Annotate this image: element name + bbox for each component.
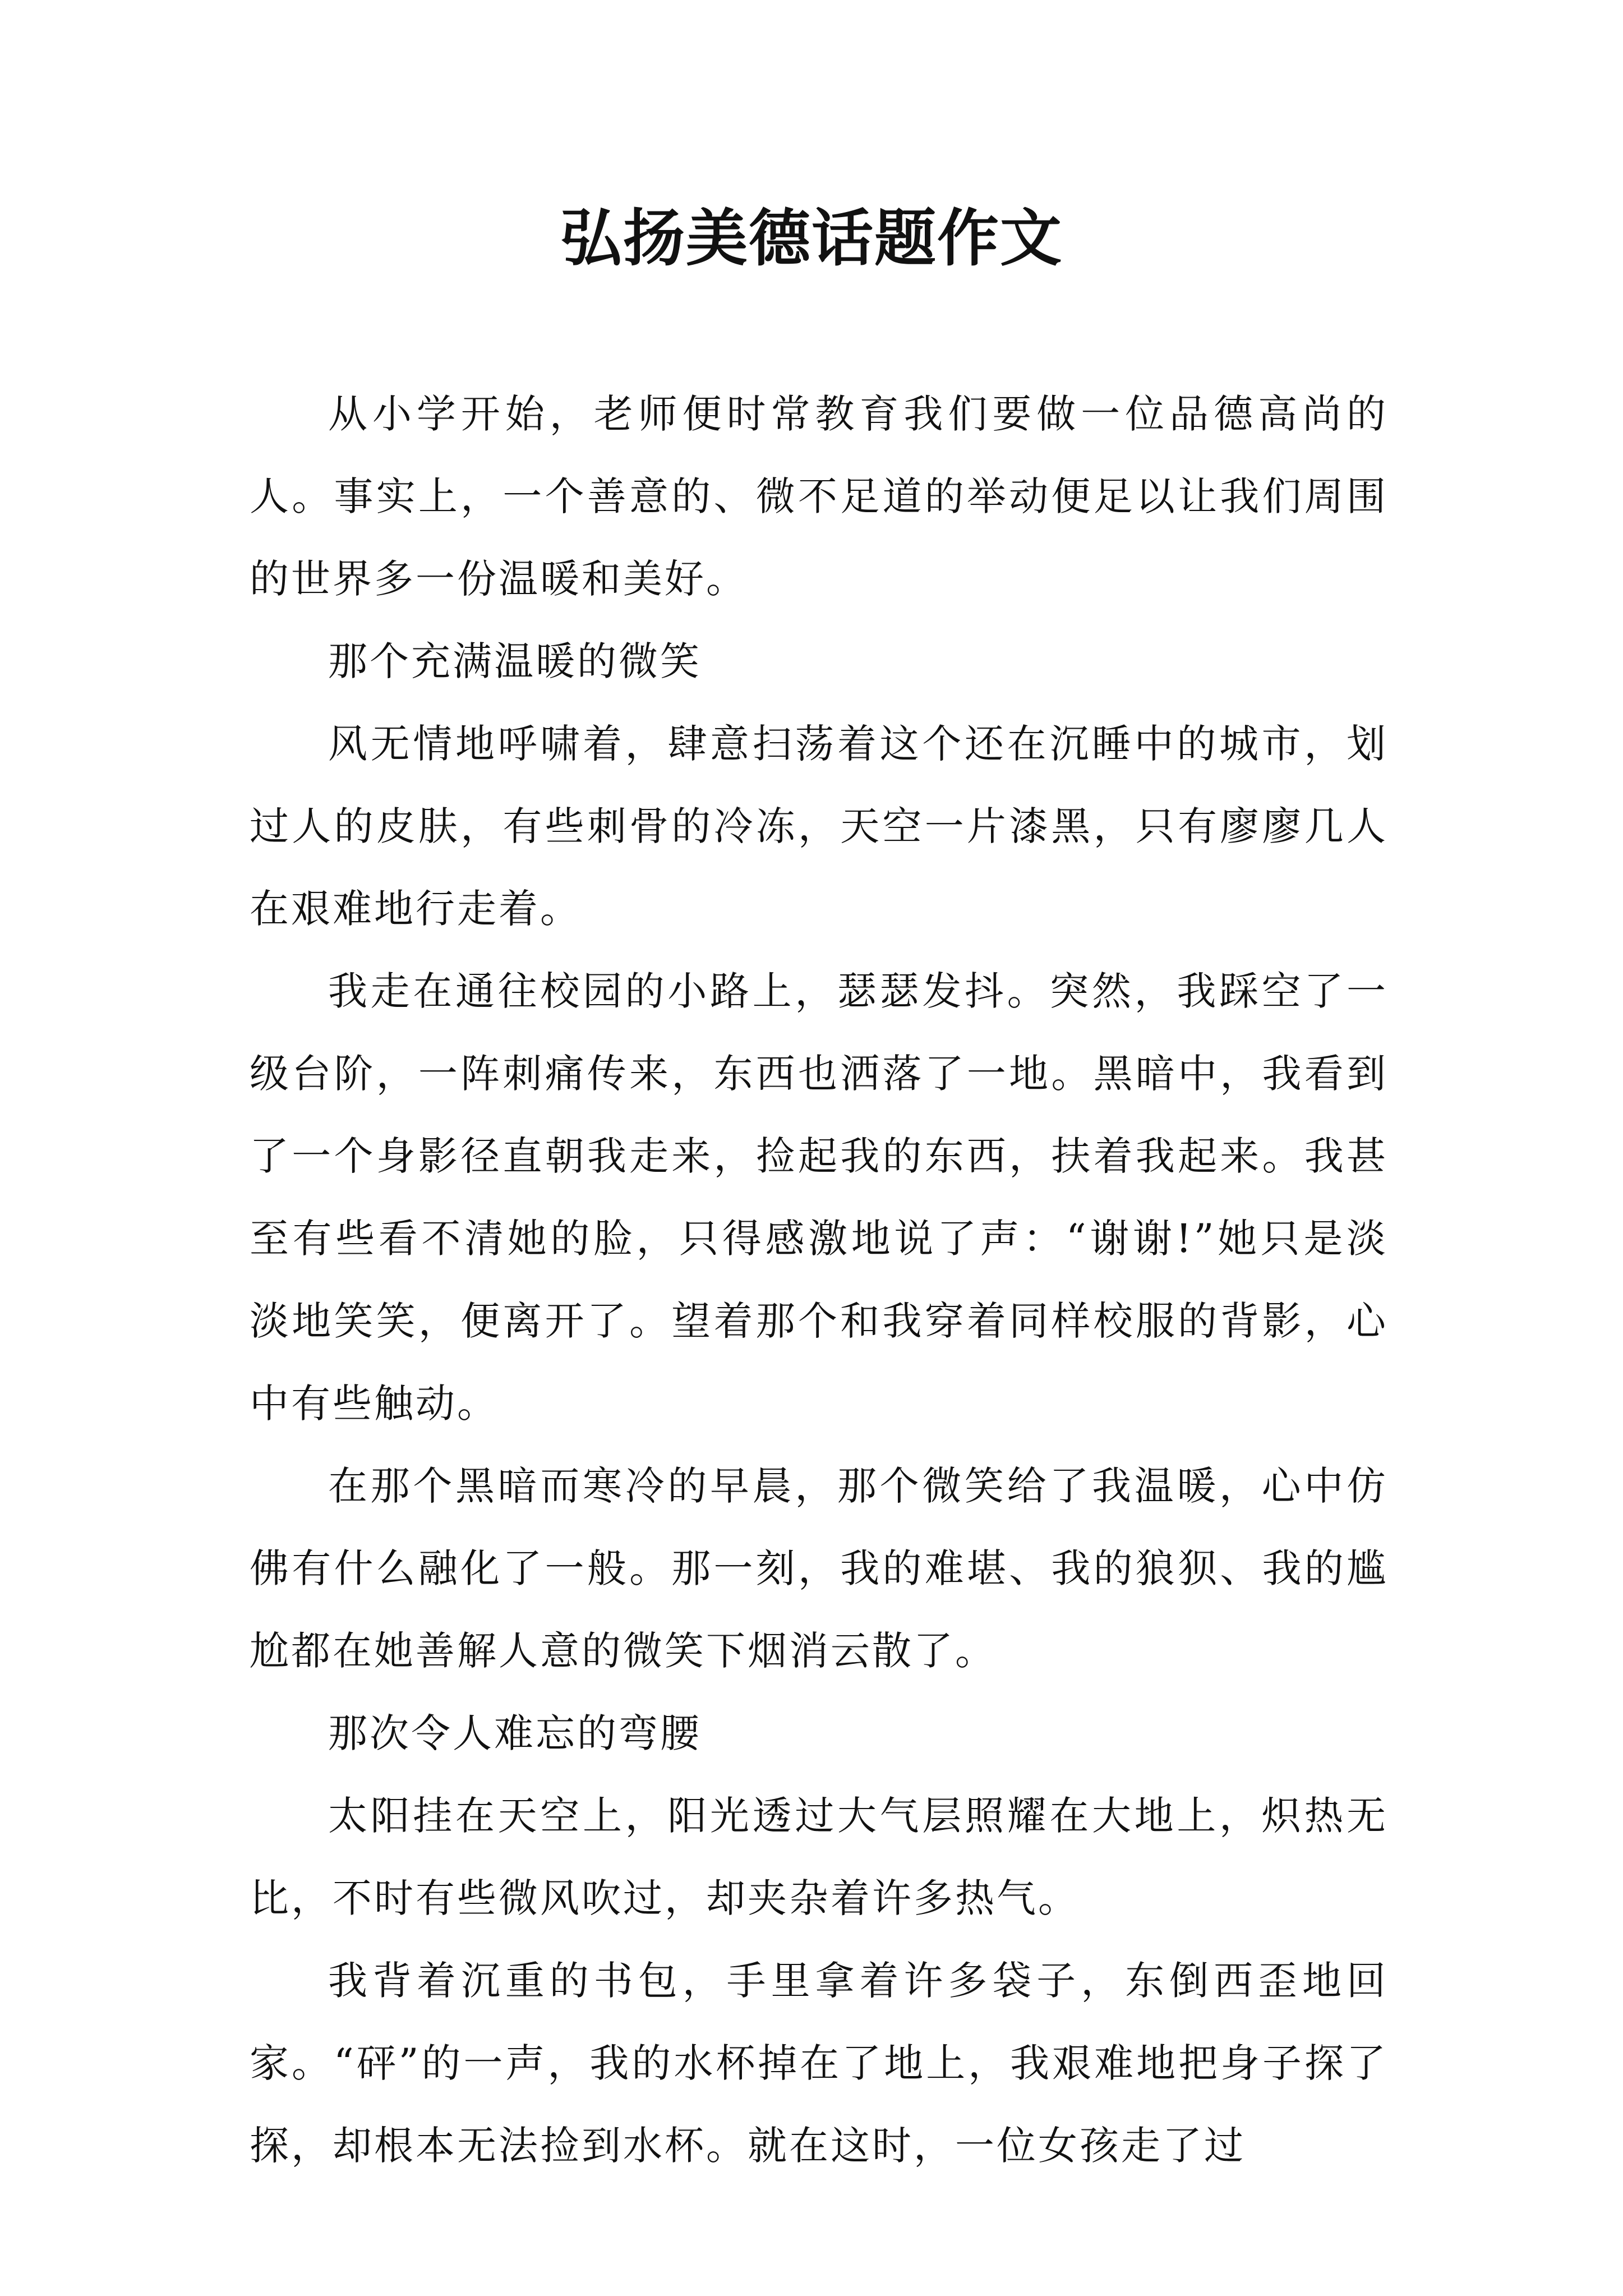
document-title: 弘扬美德话题作文 bbox=[560, 202, 1063, 274]
intro-paragraph: 从小学开始，老师便时常教育我们要做一位品德高尚的人。事实上，一个善意的、微不足道的举动便足以让我们周围的世界多一份温暖和美好。 bbox=[250, 391, 1388, 602]
document-body bbox=[250, 373, 1388, 2187]
body-paragraph: 在那个黑暗而寒冷的早晨，那个微笑给了我温暖，心中仿佛有什么融化了一般。那一刻，我的难堪、我的狼狈、我的尴尬都在她善解人意的微笑下烟消云散了。 bbox=[250, 1463, 1388, 1674]
body-paragraph: 我背着沉重的书包，手里拿着许多袋子，东倒西歪地回家。“砰”的一声，我的水杯掉在了地上，我艰难地把身子探了探，却根本无法捡到水杯。就在这时，一位女孩走了过 bbox=[250, 1958, 1388, 2169]
body-paragraph: 我走在通往校园的小路上，瑟瑟发抖。突然，我踩空了一级台阶，一阵刺痛传来，东西也洒落了一地。黑暗中，我看到了一个身影径直朝我走来，捡起我的东西，扶着我起来。我甚至有些看不清她的脸，只得感激地说了声：“谢谢!”她只是淡淡地笑笑，便离开了。望着那个和我穿着同样校服的背影，心中有些触动。 bbox=[250, 968, 1388, 1427]
body-paragraph: 太阳挂在天空上，阳光透过大气层照耀在大地上，炽热无比，不时有些微风吹过，却夹杂着许多热气。 bbox=[250, 1793, 1388, 1921]
section-heading-smile: 那个充满温暖的微笑 bbox=[328, 638, 702, 684]
body-paragraph: 风无情地呼啸着，肆意扫荡着这个还在沉睡中的城市，划过人的皮肤，有些刺骨的冷冻，天空一片漆黑，只有廖廖几人在艰难地行走着。 bbox=[250, 721, 1388, 932]
section-heading-bend: 那次令人难忘的弯腰 bbox=[328, 1710, 702, 1756]
